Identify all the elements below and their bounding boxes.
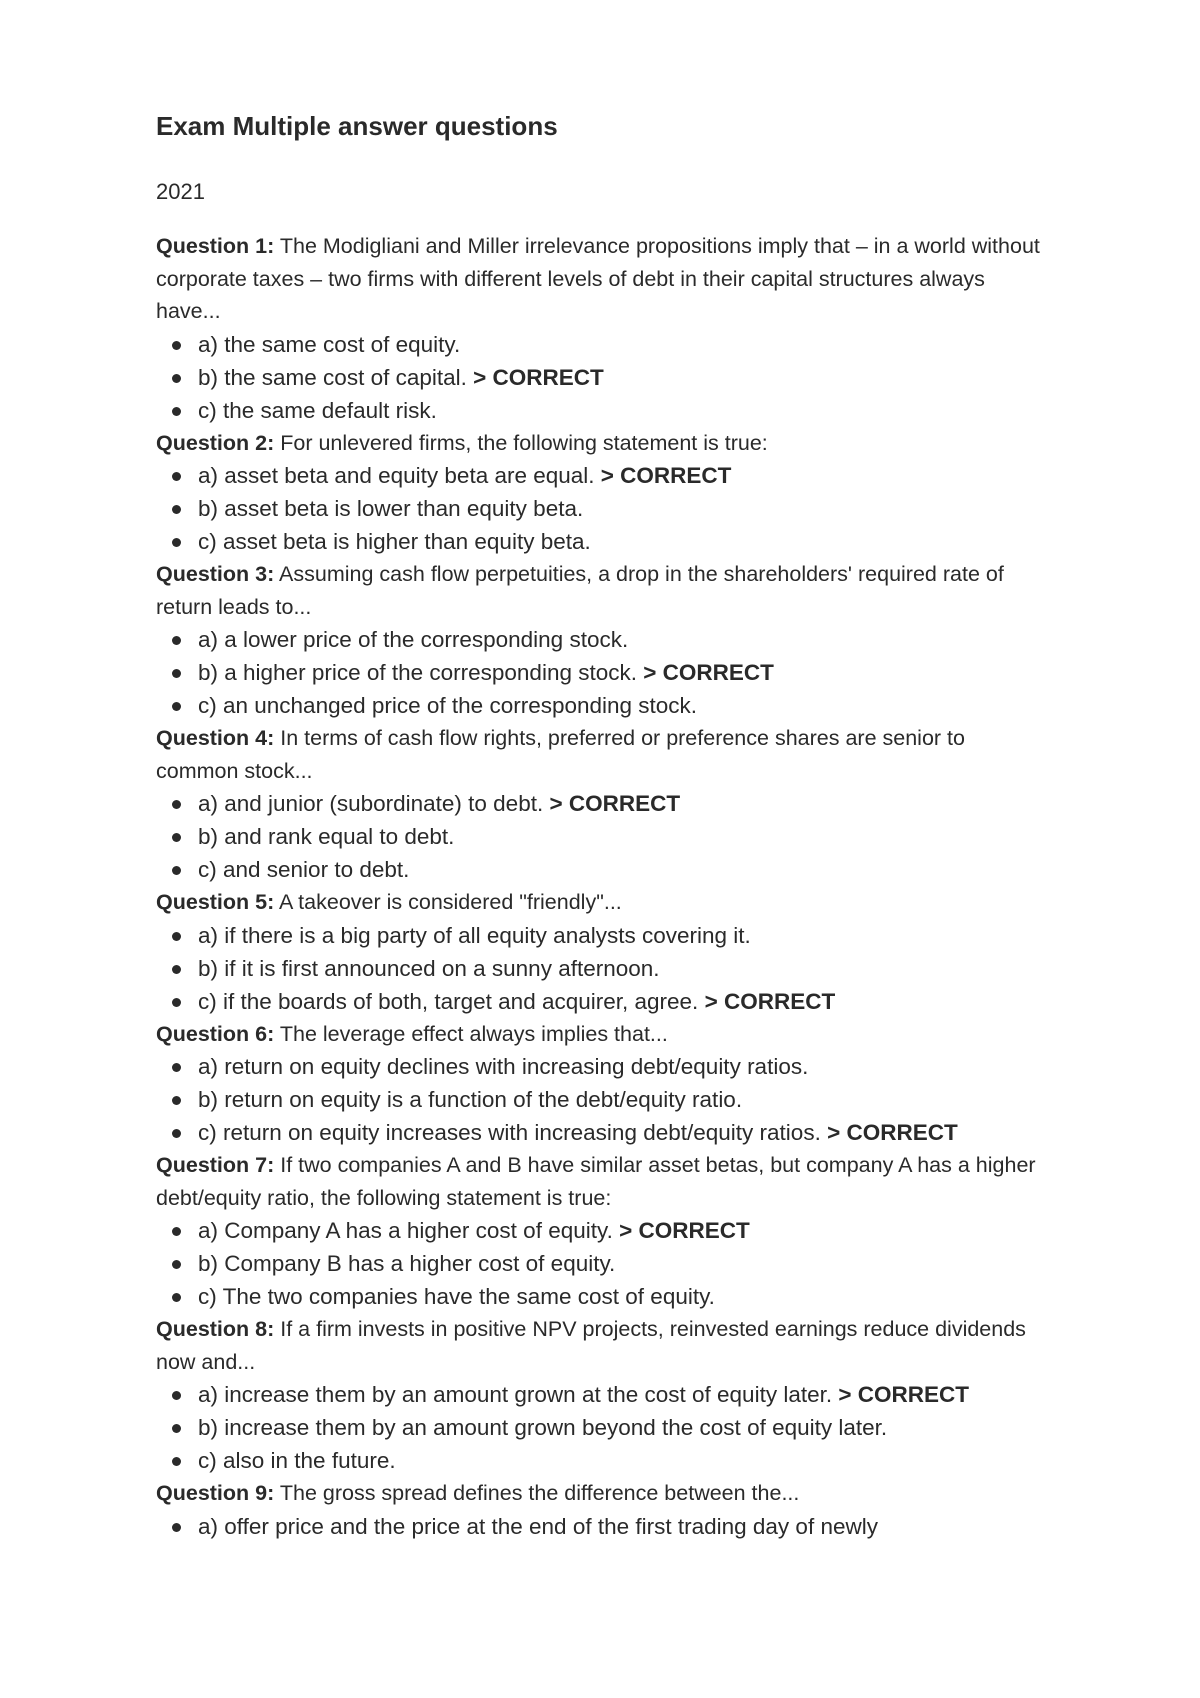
question-text <box>156 1313 1050 1378</box>
question-list <box>156 230 1050 1543</box>
question-text <box>156 1149 1050 1214</box>
answer-text: a) offer price and the price at the end of the first trading day of newly <box>198 1513 878 1539</box>
answer-option <box>156 1116 1050 1149</box>
answer-option <box>156 1411 1050 1444</box>
question-label: Question 6: <box>156 1021 275 1046</box>
question-label: Question 8: <box>156 1317 275 1341</box>
answer-text: c) if the boards of both, target and acquirer, agree. <box>198 988 705 1014</box>
answer-option <box>156 1280 1050 1313</box>
question-block <box>156 1149 1050 1313</box>
document-title: Exam Multiple answer questions <box>156 111 558 141</box>
answer-list <box>156 787 1050 886</box>
answer-text: c) asset beta is higher than equity beta. <box>198 529 591 554</box>
answer-text: a) return on equity declines with increasing debt/equity ratios. <box>198 1054 809 1079</box>
answer-list <box>156 623 1050 722</box>
answer-option <box>156 459 1050 492</box>
answer-text: a) Company A has a higher cost of equity. <box>198 1218 620 1243</box>
question-body: The leverage effect always implies that... <box>274 1021 668 1046</box>
answer-text: b) if it is first announced on a sunny afternoon. <box>198 955 660 981</box>
answer-option <box>156 820 1050 853</box>
question-body: If two companies A and B have similar asset betas, but company A has a higher debt/equity ratio, the following statement is true: <box>156 1153 1036 1210</box>
bullet-icon <box>172 505 181 514</box>
bullet-icon <box>172 998 181 1007</box>
bullet-icon <box>172 1457 181 1466</box>
answer-option <box>156 853 1050 886</box>
answer-option <box>156 985 1050 1018</box>
question-body: A takeover is considered "friendly"... <box>274 890 622 914</box>
answer-text: c) return on equity increases with increasing debt/equity ratios. <box>198 1120 828 1145</box>
answer-option <box>156 787 1050 820</box>
correct-marker: > CORRECT <box>643 660 774 685</box>
correct-marker: > CORRECT <box>549 791 681 816</box>
answer-text: b) the same cost of capital. <box>198 364 474 390</box>
question-text <box>156 886 1050 919</box>
question-block <box>156 1313 1050 1477</box>
question-text <box>156 427 1050 460</box>
correct-marker: > CORRECT <box>473 364 604 390</box>
answer-text: a) asset beta and equity beta are equal. <box>198 463 601 488</box>
answer-text: c) The two companies have the same cost of equity. <box>198 1284 715 1309</box>
answer-list <box>156 1510 1050 1543</box>
bullet-icon <box>172 800 181 809</box>
question-label: Question 3: <box>156 562 275 586</box>
answer-list <box>156 459 1050 558</box>
question-block <box>156 886 1050 1018</box>
bullet-icon <box>172 472 181 481</box>
answer-list <box>156 1378 1050 1477</box>
correct-marker: > CORRECT <box>827 1120 958 1145</box>
bullet-icon <box>172 932 181 941</box>
question-body: For unlevered firms, the following statement is true: <box>274 430 768 455</box>
answer-option <box>156 1083 1050 1116</box>
answer-text: a) increase them by an amount grown at the cost of equity later. <box>198 1382 839 1407</box>
answer-option <box>156 328 1050 361</box>
answer-text: b) increase them by an amount grown beyond the cost of equity later. <box>198 1415 888 1440</box>
bullet-icon <box>172 866 181 875</box>
answer-list <box>156 919 1050 1018</box>
answer-option <box>156 1378 1050 1411</box>
correct-marker: > CORRECT <box>838 1382 969 1407</box>
question-label: Question 5: <box>156 890 275 914</box>
bullet-icon <box>172 1424 181 1433</box>
question-label: Question 9: <box>156 1481 275 1505</box>
answer-option <box>156 1050 1050 1083</box>
answer-text: a) the same cost of equity. <box>198 331 461 357</box>
bullet-icon <box>172 1129 181 1138</box>
bullet-icon <box>172 1096 181 1105</box>
answer-text: a) if there is a big party of all equity analysts covering it. <box>198 922 751 948</box>
answer-option <box>156 656 1050 689</box>
answer-text: a) a lower price of the corresponding stock. <box>198 627 629 652</box>
answer-text: c) the same default risk. <box>198 397 437 423</box>
bullet-icon <box>172 702 181 711</box>
question-label: Question 2: <box>156 430 275 455</box>
answer-option <box>156 623 1050 656</box>
answer-option <box>156 525 1050 558</box>
question-label: Question 4: <box>156 726 275 750</box>
question-block <box>156 230 1050 427</box>
question-block <box>156 427 1050 559</box>
bullet-icon <box>172 1391 181 1400</box>
question-block <box>156 1018 1050 1150</box>
question-body: In terms of cash flow rights, preferred or preference shares are senior to common stock... <box>156 726 965 783</box>
answer-option <box>156 492 1050 525</box>
answer-text: c) also in the future. <box>198 1448 396 1473</box>
question-label: Question 7: <box>156 1153 275 1177</box>
answer-option <box>156 1214 1050 1247</box>
answer-text: b) and rank equal to debt. <box>198 824 455 849</box>
question-text <box>156 722 1050 787</box>
answer-option <box>156 361 1050 394</box>
answer-option <box>156 394 1050 427</box>
correct-marker: > CORRECT <box>600 463 732 488</box>
answer-option <box>156 1247 1050 1280</box>
bullet-icon <box>172 669 181 678</box>
answer-text: b) return on equity is a function of the debt/equity ratio. <box>198 1087 743 1112</box>
answer-option <box>156 689 1050 722</box>
bullet-icon <box>172 1293 181 1302</box>
bullet-icon <box>172 965 181 974</box>
bullet-icon <box>172 538 181 547</box>
answer-text: c) and senior to debt. <box>198 857 410 882</box>
question-body: If a firm invests in positive NPV projects, reinvested earnings reduce dividends now and... <box>156 1317 1026 1374</box>
bullet-icon <box>172 1227 181 1236</box>
bullet-icon <box>172 1523 181 1532</box>
bullet-icon <box>172 1063 181 1072</box>
question-label: Question 1: <box>156 234 275 258</box>
answer-text: c) an unchanged price of the corresponding stock. <box>198 693 698 718</box>
answer-list <box>156 328 1050 427</box>
question-text <box>156 1018 1050 1051</box>
question-body: Assuming cash flow perpetuities, a drop in the shareholders' required rate of return leads to... <box>156 562 1004 619</box>
answer-option <box>156 1444 1050 1477</box>
bullet-icon <box>172 374 181 383</box>
bullet-icon <box>172 341 181 350</box>
answer-text: b) Company B has a higher cost of equity. <box>198 1251 616 1276</box>
question-block <box>156 1477 1050 1543</box>
question-text <box>156 558 1050 623</box>
document-year: 2021 <box>156 179 205 204</box>
correct-marker: > CORRECT <box>619 1218 750 1243</box>
answer-list <box>156 1050 1050 1149</box>
answer-text: a) and junior (subordinate) to debt. <box>198 791 550 816</box>
answer-option <box>156 952 1050 985</box>
bullet-icon <box>172 407 181 416</box>
question-text <box>156 1477 1050 1510</box>
answer-text: b) a higher price of the corresponding stock. <box>198 660 644 685</box>
question-block <box>156 722 1050 886</box>
question-text <box>156 230 1050 328</box>
correct-marker: > CORRECT <box>704 988 836 1014</box>
question-block <box>156 558 1050 722</box>
bullet-icon <box>172 1260 181 1269</box>
bullet-icon <box>172 833 181 842</box>
question-body: The gross spread defines the difference between the... <box>274 1481 800 1505</box>
answer-text: b) asset beta is lower than equity beta. <box>198 496 584 521</box>
bullet-icon <box>172 636 181 645</box>
answer-list <box>156 1214 1050 1313</box>
answer-option <box>156 1510 1050 1543</box>
question-body: The Modigliani and Miller irrelevance propositions imply that – in a world without corporate taxes – two firms with different levels of debt in their capital structures always have... <box>156 234 1040 323</box>
answer-option <box>156 919 1050 952</box>
